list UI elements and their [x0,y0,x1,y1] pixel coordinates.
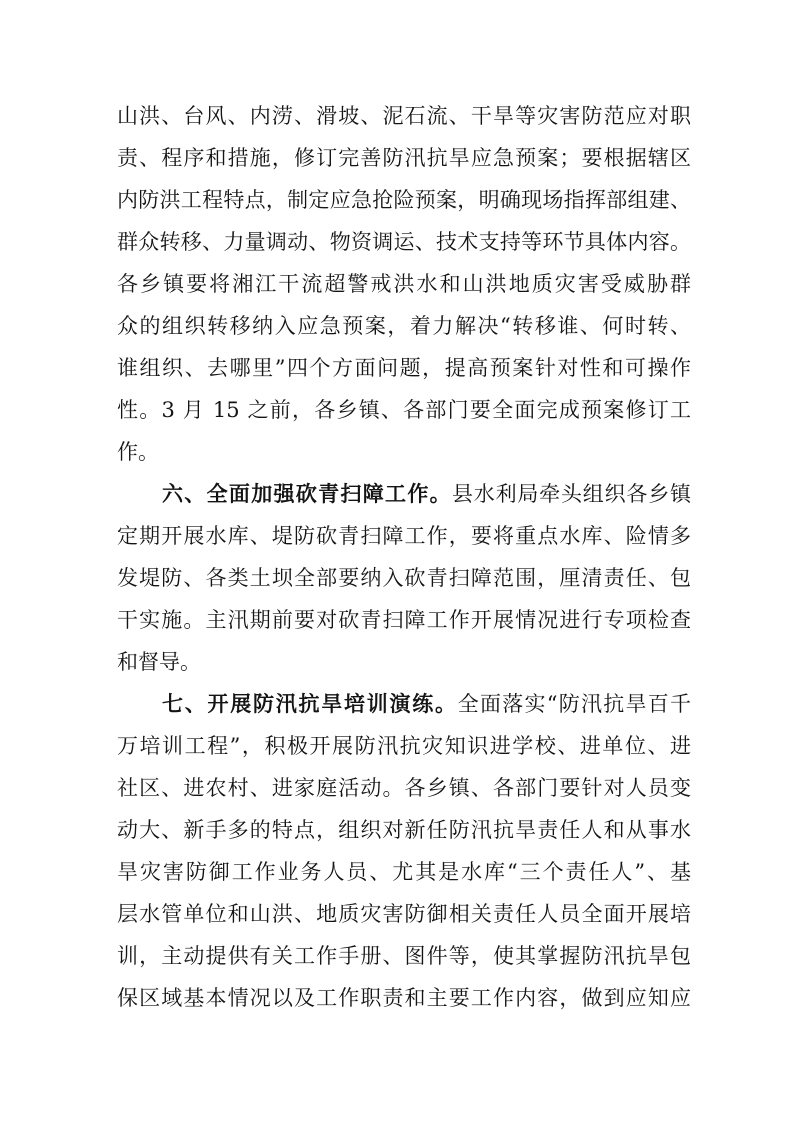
body-line: 山洪、台风、内涝、滑坡、泥石流、干旱等灾害防范应对职 [117,104,691,128]
section6-line: 干实施。主汛期前要对砍青扫障工作开展情况进行专项检查 [117,608,691,632]
body-line: 各乡镇要将湘江干流超警戒洪水和山洪地质灾害受威胁群 [117,272,691,296]
section7-line: 万培训工程”，积极开展防汛抗灾知识进学校、进单位、进 [117,734,691,758]
body-line: 众的组织转移纳入应急预案，着力解决“转移谁、何时转、 [117,314,691,338]
section7-line: 社区、进农村、进家庭活动。各乡镇、各部门要针对人员变 [117,776,691,800]
body-line: 责、程序和措施，修订完善防汛抗旱应急预案；要根据辖区 [117,146,691,170]
section6-line: 和督导。 [117,650,201,674]
section7-line: 旱灾害防御工作业务人员、尤其是水库“三个责任人”、基 [117,860,691,884]
section7-line: 训，主动提供有关工作手册、图件等，使其掌握防汛抗旱包 [117,944,691,968]
body-line: 谁组织、去哪里”四个方面问题，提高预案针对性和可操作 [117,356,691,380]
section7-heading: 七、开展防汛抗旱培训演练。 [162,691,458,716]
section6-first-line [162,476,691,512]
section6-line: 发堤防、各类土坝全部要纳入砍青扫障范围，厘清责任、包 [117,566,691,590]
section6-line: 定期开展水库、堤防砍青扫障工作，要将重点水库、险情多 [117,524,691,548]
body-line: 性。3 月 15 之前，各乡镇、各部门要全面完成预案修订工 [117,398,691,422]
body-line: 内防洪工程特点，制定应急抢险预案，明确现场指挥部组建、 [117,188,691,212]
section7-first-line-text: 全面落实“防汛抗旱百千 [457,692,691,716]
section7-line: 动大、新手多的特点，组织对新任防汛抗旱责任人和从事水 [117,818,691,842]
body-line: 群众转移、力量调动、物资调运、技术支持等环节具体内容。 [117,230,691,254]
section7-line: 层水管单位和山洪、地质灾害防御相关责任人员全面开展培 [117,902,691,926]
section6-heading: 六、全面加强砍青扫障工作。 [162,481,452,506]
section6-first-line-text: 县水利局牵头组织各乡镇 [451,482,691,506]
section7-first-line [162,686,691,722]
body-line: 作。 [117,440,159,464]
section7-line: 保区域基本情况以及工作职责和主要工作内容，做到应知应 [117,986,691,1010]
